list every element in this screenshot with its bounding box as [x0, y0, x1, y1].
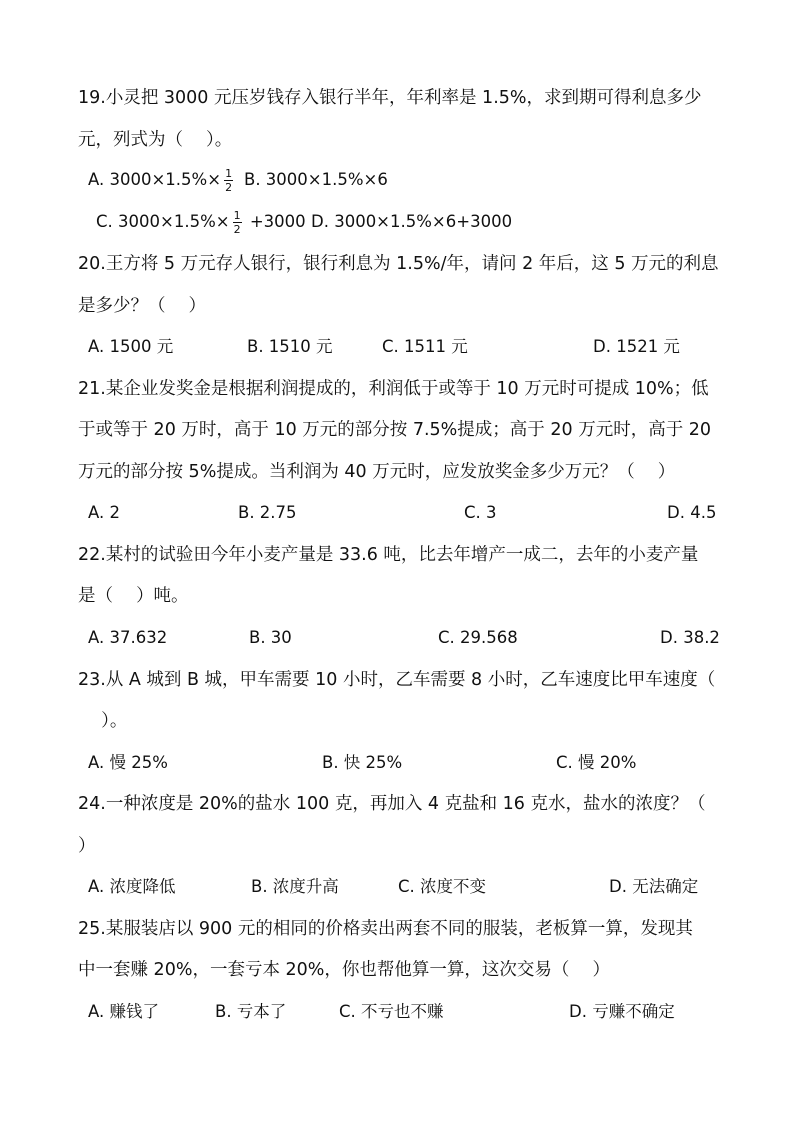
question-text-line: 是多少？（ ）: [78, 296, 207, 316]
option-d[interactable]: D. 无法确定: [609, 877, 699, 896]
question-text-line: ）: [78, 836, 96, 856]
fraction: $\frac{1}{2}$: [233, 209, 241, 236]
option-d[interactable]: D. 4.5: [667, 503, 717, 522]
option-c[interactable]: C. 1511 元: [382, 337, 468, 356]
question-text-line: 中一套赚 20%，一套亏本 20%，你也帮他算一算，这次交易（ ）: [78, 960, 610, 980]
option-b[interactable]: B. 亏本了: [215, 1002, 287, 1021]
option-d[interactable]: D. 3000×1.5%×6+3000: [311, 212, 513, 231]
question-text-line: 24.一种浓度是 20%的盐水 100 克，再加入 4 克盐和 16 克水，盐水的浓度？（: [78, 794, 706, 814]
question-text-line: 22.某村的试验田今年小麦产量是 33.6 吨，比去年增产一成二，去年的小麦产量: [78, 545, 699, 565]
option-c[interactable]: C. 慢 20%: [556, 753, 637, 772]
option-d[interactable]: D. 38.2: [660, 628, 720, 647]
option-d[interactable]: D. 亏赚不确定: [569, 1002, 675, 1021]
option-c[interactable]: C. 3000×1.5%× $\frac{1}{2}$ +3000: [96, 209, 306, 236]
option-a[interactable]: A. 2: [88, 503, 120, 522]
question-text-line: 23.从 A 城到 B 城，甲车需要 10 小时，乙车需要 8 小时，乙车速度比甲车速度（: [78, 670, 716, 690]
option-b[interactable]: B. 浓度升高: [251, 877, 339, 896]
option-a[interactable]: A. 赚钱了: [88, 1002, 159, 1021]
option-c[interactable]: C. 不亏也不赚: [339, 1002, 444, 1021]
question-text-line: ）。: [78, 711, 128, 731]
option-d[interactable]: D. 1521 元: [593, 337, 680, 356]
option-a[interactable]: A. 37.632: [88, 628, 168, 647]
option-c[interactable]: C. 浓度不变: [398, 877, 487, 896]
option-b[interactable]: B. 3000×1.5%×6: [244, 170, 388, 189]
question-text-line: 是（ ）吨。: [78, 586, 189, 606]
question-text-line: 于或等于 20 万时，高于 10 万元的部分按 7.5%提成；高于 20 万元时，高于 20: [78, 420, 712, 440]
question-text-line: 万元的部分按 5%提成。当利润为 40 万元时，应发放奖金多少万元？（ ）: [78, 462, 676, 482]
question-text-line: 21.某企业发奖金是根据利润提成的，利润低于或等于 10 万元时可提成 10%；低: [78, 379, 709, 399]
question-text-line: 25.某服装店以 900 元的相同的价格卖出两套不同的服装，老板算一算，发现其: [78, 919, 693, 939]
question-text-line: 19.小灵把 3000 元压岁钱存入银行半年，年利率是 1.5%，求到期可得利息多少: [78, 88, 702, 108]
question-text-line: 元，列式为（ ）。: [78, 130, 233, 150]
option-a[interactable]: A. 浓度降低: [88, 877, 176, 896]
question-text-line: 20.王方将 5 万元存人银行，银行利息为 1.5%/年，请问 2 年后，这 5 万元的利息: [78, 254, 719, 274]
option-b[interactable]: B. 1510 元: [247, 337, 333, 356]
option-a[interactable]: A. 1500 元: [88, 337, 174, 356]
option-c[interactable]: C. 29.568: [438, 628, 518, 647]
option-c[interactable]: C. 3: [464, 503, 497, 522]
option-a[interactable]: A. 3000×1.5%× $\frac{1}{2}$: [88, 167, 233, 194]
option-b[interactable]: B. 快 25%: [322, 753, 403, 772]
option-b[interactable]: B. 30: [249, 628, 292, 647]
fraction: $\frac{1}{2}$: [225, 167, 233, 194]
option-a[interactable]: A. 慢 25%: [88, 753, 168, 772]
option-b[interactable]: B. 2.75: [238, 503, 297, 522]
